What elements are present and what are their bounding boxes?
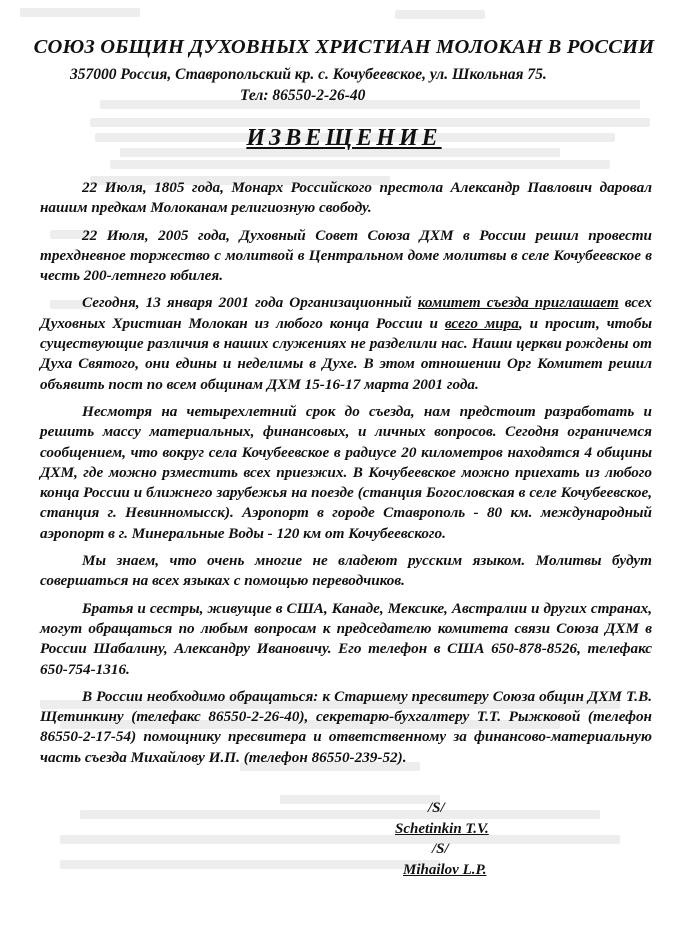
signature-mark-1: /S/ <box>428 800 445 816</box>
bleed-stroke <box>280 795 440 804</box>
bleed-stroke <box>100 100 640 109</box>
paragraph-2: 22 Июля, 2005 года, Духовный Совет Союза ДХМ в России решил провести трехдневное торжество с молитвой в Центральном доме молитвы в селе Кочубеевское в честь 200-летнего юбилея. <box>40 226 652 285</box>
bleed-stroke <box>110 160 610 169</box>
bleed-stroke <box>80 810 600 819</box>
signature-name-1: Schetinkin T.V. <box>395 821 489 837</box>
paragraph-6: Братья и сестры, живущие в США, Канаде, Мексике, Австралии и других странах, могут обращаться по любым вопросам к председателю комитета связи Союза ДХМ в России Шабалину, Александру Ивановичу. Его телефон в США 650-878-8526, телефакс 650-754-1316. <box>40 599 652 678</box>
bleed-stroke <box>60 835 620 844</box>
paragraph-3-text-a: Сегодня, 13 января 2001 года Организационный <box>82 294 418 312</box>
bleed-stroke <box>60 860 440 869</box>
organization-name: СОЮЗ ОБЩИН ДУХОВНЫХ ХРИСТИАН МОЛОКАН В РОССИИ <box>33 36 655 58</box>
paragraph-3-text-b: всех Духовных Христиан Молокан из любого конца России и <box>40 294 652 332</box>
signature-name-2: Mihailov L.P. <box>403 862 487 878</box>
organization-address: 357000 Россия, Ставропольский кр. с. Кочубеевское, ул. Школьная 75. <box>70 66 547 83</box>
paragraph-3 <box>40 293 652 394</box>
document-title: ИЗВЕЩЕНИЕ <box>246 125 442 151</box>
bleed-stroke <box>20 8 140 17</box>
organization-phone: Тел: 86550-2-26-40 <box>240 87 366 104</box>
paragraph-5: Мы знаем, что очень многие не владеют русским языком. Молитвы будут совершаться на всех языках с помощью переводчиков. <box>40 552 652 590</box>
document-body <box>40 178 652 775</box>
paragraph-4: Несмотря на четырехлетний срок до съезда, нам предстоит разработать и решить массу материальных, финансовых, и личных вопросов. Сегодня ограничемся сообщением, что вокруг села Кочубеевское в радиусе 20 километров находятся 4 общины ДХМ, где можно рзместить всех приезжих. В Кочубеевское можно приехать из любого конца России и ближнего зарубежья на поезде (станция Богословская в селе Кочубеевское, станция г. Невинномысск). Аэропорт в городе Ставрополь - 80 км. международный аэропорт в г. Минеральные Воды - 120 км от Кочубеевского. <box>40 402 652 542</box>
paragraph-1: 22 Июля, 1805 года, Монарх Российского престола Александр Павлович даровал нашим предкам Молоканам религиозную свободу. <box>40 179 652 217</box>
paragraph-7: В России необходимо обращаться: к Старшему пресвитеру Союза общин ДХМ Т.В. Щетинкину (телефакс 86550-2-26-40), секретарю-бухгалтеру Т.Т. Рыжковой (телефон 86550-2-17-54) помощнику пресвитера и ответственному за финансово-материальную часть съезда Михайлову И.П. (телефон 86550-239-52). <box>40 687 652 766</box>
paragraph-3-underlined-committee: комитет съезда приглашает <box>417 294 619 312</box>
paragraph-3-underlined-world: всего мира <box>444 314 519 332</box>
paragraph-3-text-c: , и просит, чтобы существующие различия в наших служениях не разделили нас. Наши церкви рождены от Духа Святого, они едины и неделимы в Духе. В этом отношении Орг Комитет решил объявить пост по всем общинам ДХМ 15-16-17 марта 2001 года. <box>40 314 652 393</box>
bleed-stroke <box>395 10 485 19</box>
signature-mark-2: /S/ <box>432 841 449 857</box>
